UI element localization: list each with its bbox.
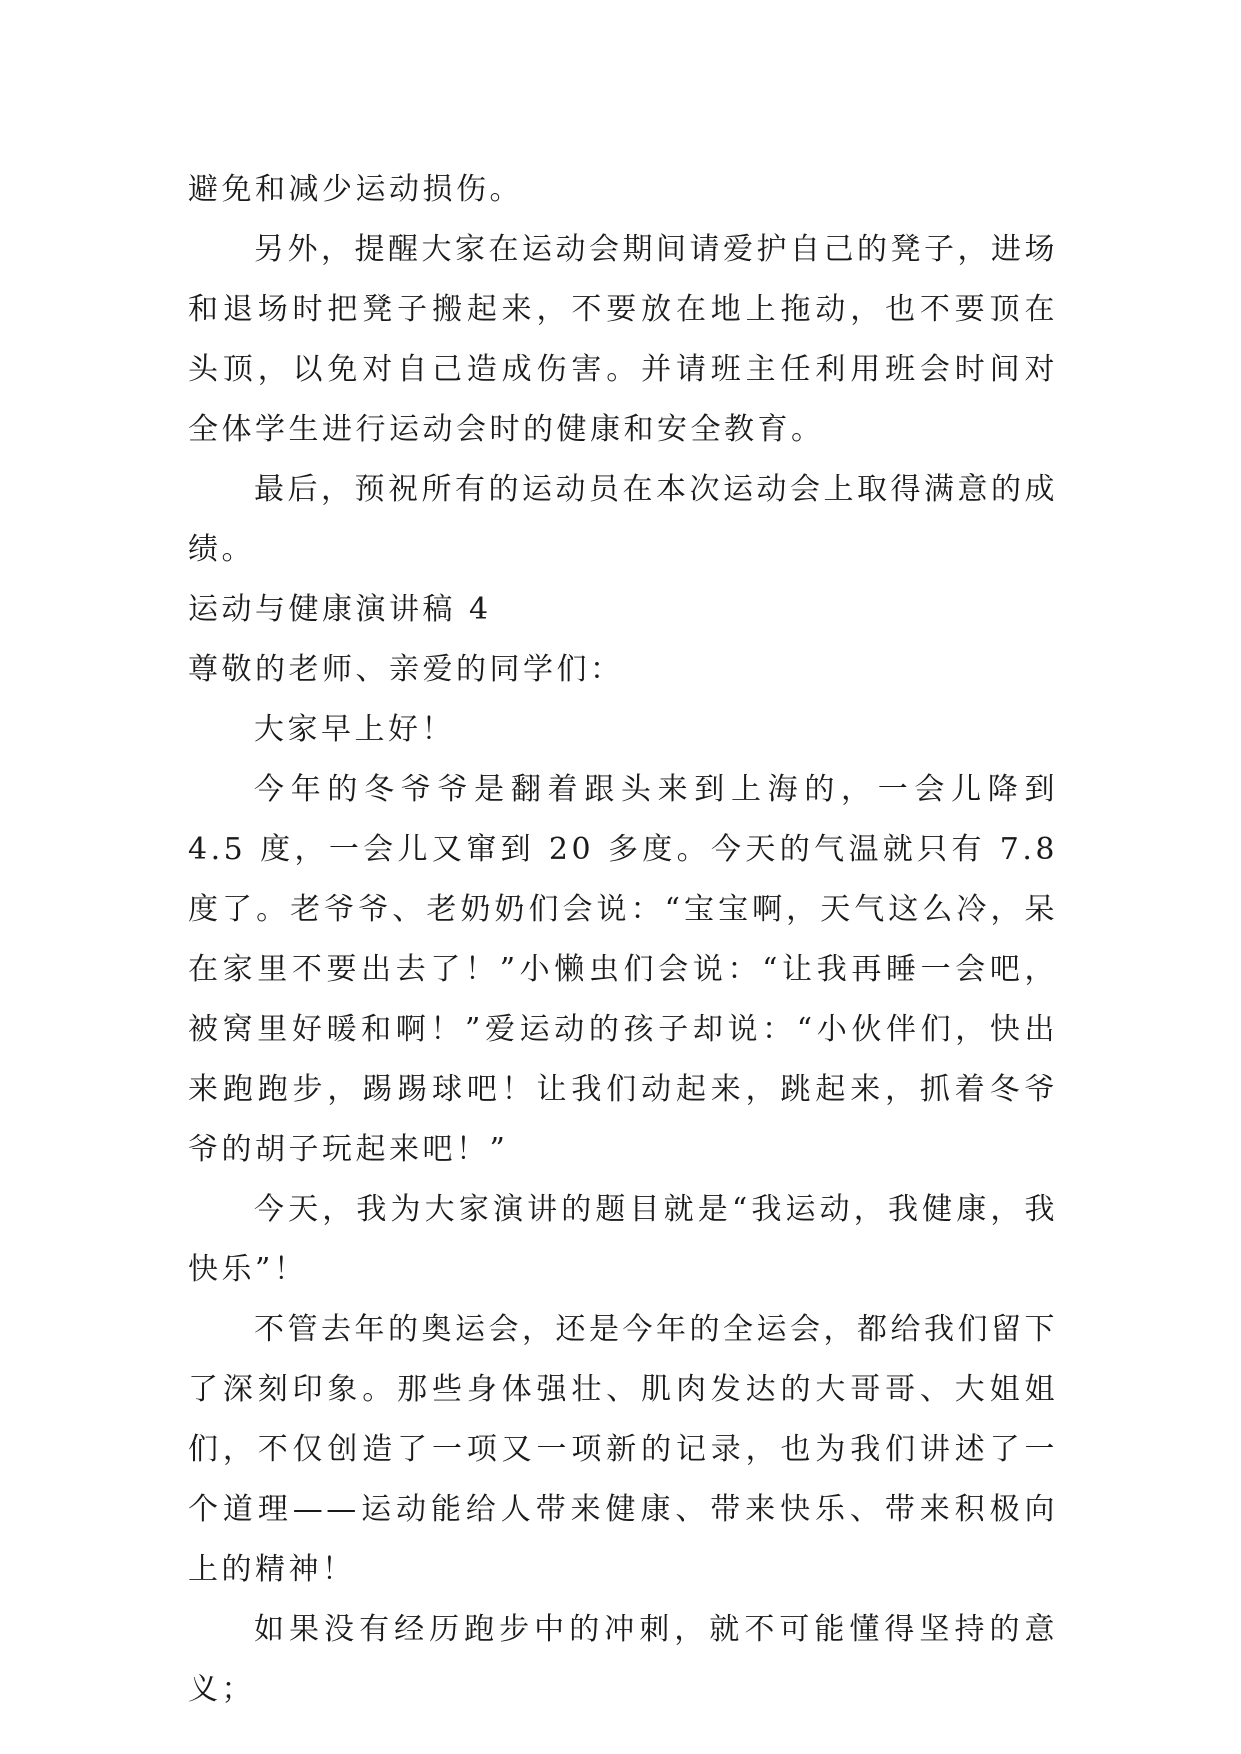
paragraph-greeting: 大家早上好！ <box>254 712 455 747</box>
paragraph-olympics: 不管去年的奥运会，还是今年的全运会，都给我们留下了深刻印象。那些身体强壮、肌肉发达的大哥哥、大姐姐们，不仅创造了一项又一项新的记录，也为我们讲述了一个道理——运动能给人带来健康、带来快乐、带来积极向上的精神！ <box>188 1312 1058 1587</box>
paragraph-persistence: 如果没有经历跑步中的冲刺，就不可能懂得坚持的意义； <box>188 1612 1058 1707</box>
paragraph-stool-safety: 另外，提醒大家在运动会期间请爱护自己的凳子，进场和退场时把凳子搬起来，不要放在地上拖动，也不要顶在头顶，以免对自己造成伤害。并请班主任利用班会时间对全体学生进行运动会时的健康和安全教育。 <box>188 232 1058 447</box>
section-heading: 运动与健康演讲稿 4 <box>188 592 492 627</box>
paragraph-winter-weather: 今年的冬爷爷是翻着跟头来到上海的，一会儿降到 4.5 度，一会儿又窜到 20 多度。今天的气温就只有 7.8 度了。老爷爷、老奶奶们会说：“宝宝啊，天气这么冷，呆在家里不要出去了！”小懒虫们会说：“让我再睡一会吧，被窝里好暖和啊！”爱运动的孩子却说：“小伙伴们，快出来跑跑步，踢踢球吧！让我们动起来，跳起来，抓着冬爷爷的胡子玩起来吧！” <box>188 772 1058 1167</box>
salutation: 尊敬的老师、亲爱的同学们： <box>188 652 624 687</box>
paragraph-continuation: 避免和减少运动损伤。 <box>188 172 523 207</box>
paragraph-speech-topic: 今天，我为大家演讲的题目就是“我运动，我健康，我快乐”！ <box>188 1192 1058 1287</box>
document-body <box>188 160 1058 1720</box>
paragraph-closing-wishes: 最后，预祝所有的运动员在本次运动会上取得满意的成绩。 <box>188 472 1058 567</box>
